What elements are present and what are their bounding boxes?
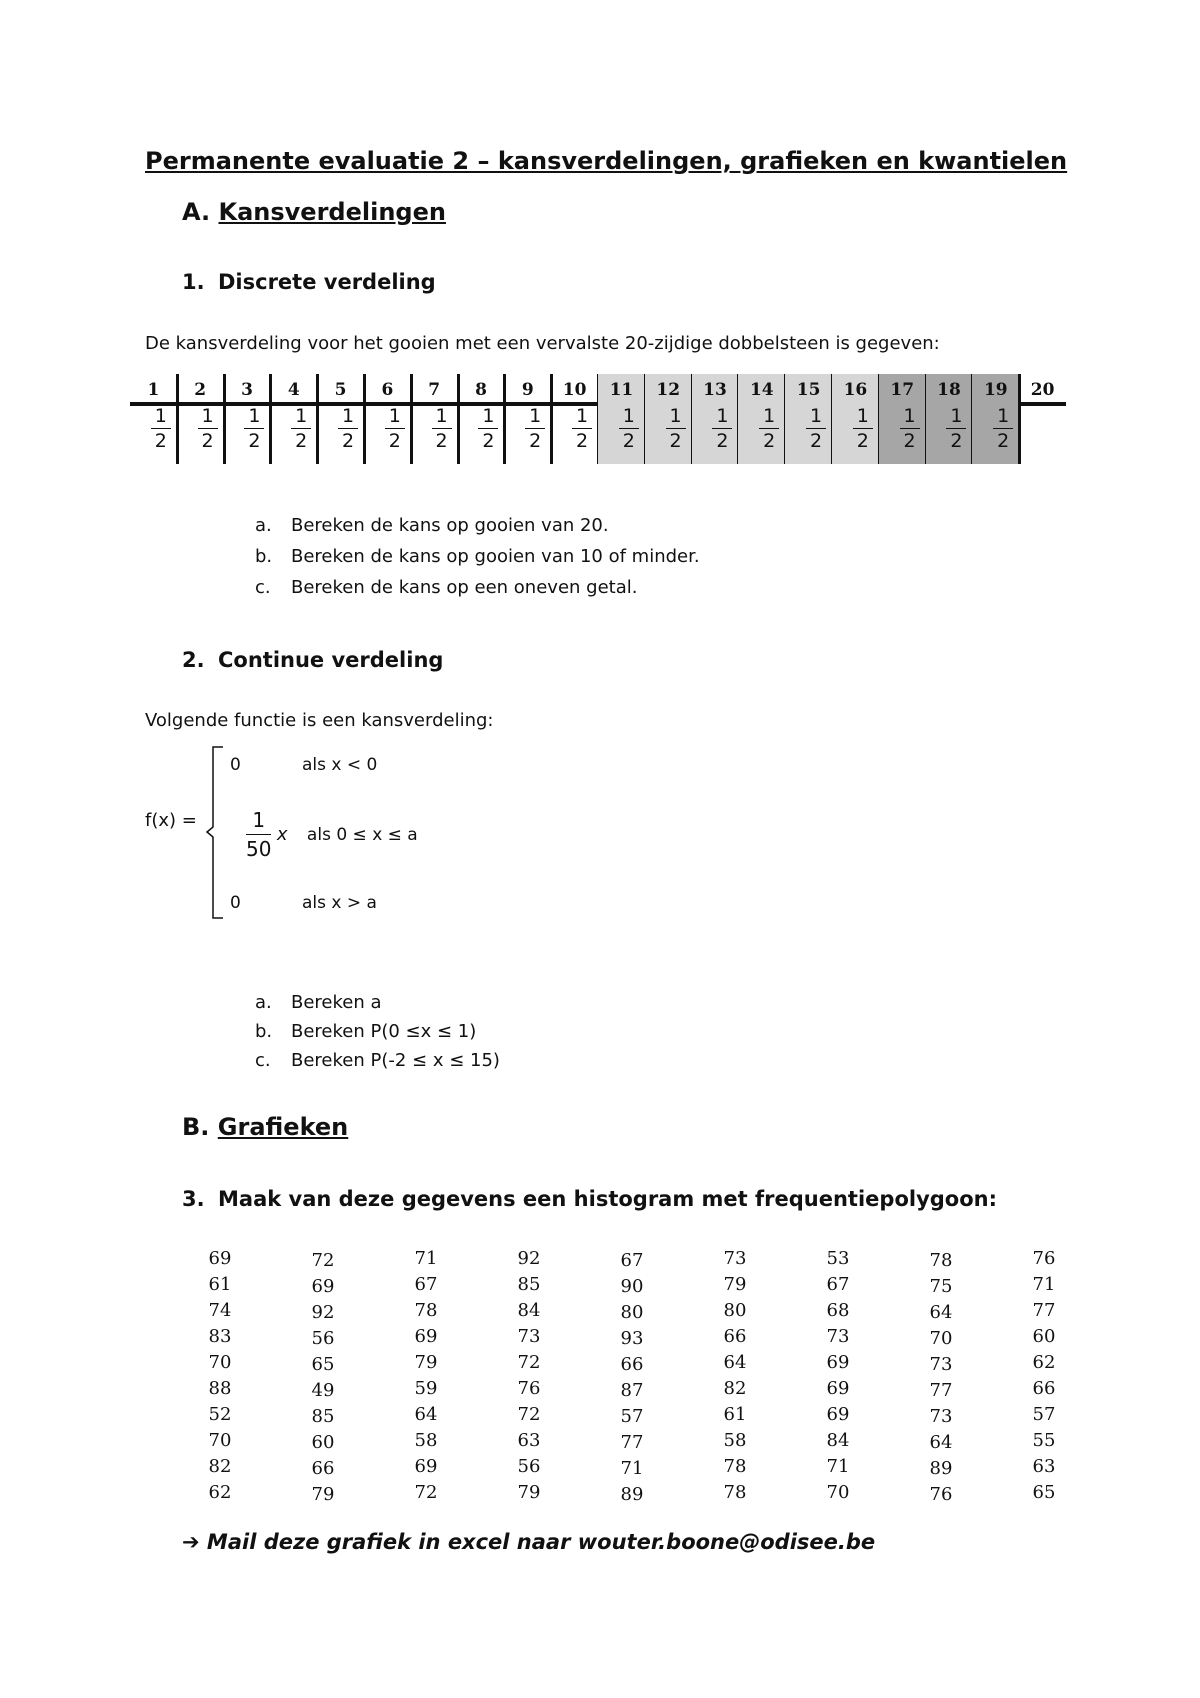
q2-question-c [255, 1050, 500, 1071]
case-1 [230, 755, 378, 775]
data-value: 78 [414, 1300, 438, 1321]
question-letter: c. [255, 1050, 271, 1071]
data-value: 72 [517, 1352, 541, 1373]
data-value: 71 [826, 1456, 850, 1477]
outcome-cell [598, 374, 645, 464]
q1-question-a [255, 515, 609, 536]
mail-instruction [182, 1530, 875, 1554]
data-value: 71 [620, 1458, 644, 1479]
function-label: f(x) = [145, 810, 197, 831]
data-value: 69 [414, 1326, 438, 1347]
outcome-cell [926, 374, 973, 464]
case-1-condition: als x < 0 [302, 755, 378, 775]
data-value: 72 [517, 1404, 541, 1425]
outcome-label: 14 [749, 380, 774, 400]
outcome-cell [692, 374, 739, 464]
probability-numerator: 1 [154, 405, 167, 427]
q2-question-a [255, 992, 382, 1013]
probability-fraction [853, 404, 873, 453]
data-value: 75 [929, 1276, 953, 1297]
probability-fraction [198, 404, 218, 453]
data-value: 69 [826, 1404, 850, 1425]
data-value: 59 [414, 1378, 438, 1399]
fraction-numerator: 1 [252, 808, 266, 832]
probability-numerator: 1 [716, 405, 729, 427]
outcome-cell [879, 374, 926, 464]
data-value: 49 [311, 1380, 335, 1401]
data-value: 68 [826, 1300, 850, 1321]
outcome-cell [411, 374, 458, 464]
outcome-label: 9 [521, 380, 534, 400]
data-value: 52 [208, 1404, 232, 1425]
case-1-value: 0 [230, 755, 241, 775]
data-value: 69 [208, 1248, 232, 1269]
data-value: 67 [620, 1250, 644, 1271]
data-value: 69 [826, 1378, 850, 1399]
data-value: 57 [620, 1406, 644, 1427]
data-value: 77 [929, 1380, 953, 1401]
question-text: Bereken de kans op gooien van 10 of minder. [291, 546, 700, 567]
outcome-cell [785, 374, 832, 464]
data-value: 72 [311, 1250, 335, 1271]
data-value: 76 [517, 1378, 541, 1399]
data-value: 66 [1032, 1378, 1056, 1399]
probability-numerator: 1 [201, 405, 214, 427]
case-2-variable: x [276, 824, 288, 845]
q2-heading [182, 648, 443, 672]
data-value: 62 [1032, 1352, 1056, 1373]
probability-fraction [759, 404, 779, 453]
data-value: 74 [208, 1300, 232, 1321]
q1-heading [182, 270, 436, 294]
probability-numerator: 1 [341, 405, 355, 427]
data-value: 84 [826, 1430, 850, 1451]
data-value: 73 [929, 1354, 953, 1375]
data-value: 67 [414, 1274, 438, 1295]
data-value: 90 [620, 1276, 644, 1297]
question-letter: b. [255, 546, 273, 567]
data-value: 85 [517, 1274, 541, 1295]
data-value: 66 [723, 1326, 747, 1347]
case-3-value: 0 [230, 893, 241, 913]
probability-denominator: 2 [712, 428, 732, 453]
data-value: 70 [208, 1430, 232, 1451]
outcome-label: 1 [147, 380, 160, 400]
data-value: 58 [414, 1430, 438, 1451]
probability-fraction [619, 404, 639, 453]
outcome-cell [364, 374, 411, 464]
data-value: 73 [517, 1326, 541, 1347]
probability-fraction [291, 404, 311, 453]
probability-fraction [900, 404, 920, 453]
probability-numerator: 1 [482, 405, 495, 427]
outcome-label: 12 [656, 380, 681, 400]
q1-heading-text: Discrete verdeling [218, 270, 436, 294]
probability-fraction [478, 404, 498, 453]
data-value: 71 [1032, 1274, 1056, 1295]
section-b-label: Grafieken [217, 1113, 349, 1141]
q1-intro: De kansverdeling voor het gooien met een vervalste 20-zijdige dobbelsteen is gegeven: [145, 333, 940, 354]
probability-denominator: 2 [572, 428, 592, 453]
data-value: 56 [517, 1456, 541, 1477]
question-letter: b. [255, 1021, 273, 1042]
probability-denominator: 2 [946, 428, 966, 453]
data-value: 66 [620, 1354, 644, 1375]
data-value: 73 [826, 1326, 850, 1347]
data-value: 88 [208, 1378, 232, 1399]
data-value: 78 [723, 1482, 747, 1503]
data-value: 80 [723, 1300, 747, 1321]
outcome-cell [177, 374, 224, 464]
outcome-label: 16 [843, 380, 868, 400]
data-value: 56 [311, 1328, 335, 1349]
outcome-label: 2 [194, 380, 207, 400]
probability-fraction [806, 404, 826, 453]
case-2 [246, 806, 418, 863]
data-value: 71 [414, 1248, 438, 1269]
data-row [190, 1326, 1090, 1352]
data-value: 78 [723, 1456, 747, 1477]
discrete-distribution-table [130, 374, 1066, 464]
page-title: Permanente evaluatie 2 – kansverdelingen, grafieken en kwantielen [145, 147, 1068, 175]
question-text: Bereken P(-2 ≤ x ≤ 15) [291, 1050, 500, 1071]
outcome-label: 11 [609, 380, 634, 400]
probability-numerator: 1 [809, 405, 823, 427]
q3-heading [182, 1187, 997, 1211]
data-value: 73 [929, 1406, 953, 1427]
probability-fraction [993, 404, 1013, 453]
data-row [190, 1352, 1090, 1378]
question-text: Bereken P(0 ≤x ≤ 1) [291, 1021, 477, 1042]
question-text: Bereken de kans op gooien van 20. [291, 515, 609, 536]
data-value: 64 [929, 1302, 953, 1323]
data-value: 70 [826, 1482, 850, 1503]
outcome-cell [130, 374, 177, 464]
data-row [190, 1456, 1090, 1482]
q3-heading-text: Maak van deze gegevens een histogram met frequentiepolygoon: [218, 1187, 997, 1211]
outcome-label: 15 [796, 380, 821, 400]
data-value: 76 [1032, 1248, 1056, 1269]
section-a-letter: A. [182, 198, 211, 226]
data-value: 92 [311, 1302, 335, 1323]
data-value: 61 [723, 1404, 747, 1425]
data-value: 60 [1032, 1326, 1056, 1347]
probability-denominator: 2 [900, 428, 920, 453]
outcome-cell [551, 374, 598, 464]
data-value: 77 [620, 1432, 644, 1453]
data-value: 60 [311, 1432, 335, 1453]
data-value: 55 [1032, 1430, 1056, 1451]
q2-number: 2. [182, 648, 205, 672]
probability-fraction [338, 404, 358, 453]
data-value: 62 [208, 1482, 232, 1503]
probability-denominator: 2 [291, 428, 311, 453]
data-value: 82 [723, 1378, 747, 1399]
outcome-cell [645, 374, 692, 464]
probability-denominator: 2 [806, 428, 826, 453]
data-value: 70 [208, 1352, 232, 1373]
probability-denominator: 2 [525, 428, 545, 453]
data-value: 82 [208, 1456, 232, 1477]
outcome-cell [458, 374, 505, 464]
data-value: 79 [517, 1482, 541, 1503]
question-letter: a. [255, 992, 272, 1013]
probability-fraction [712, 404, 732, 453]
probability-numerator: 1 [248, 405, 261, 427]
section-b-letter: B. [182, 1113, 210, 1141]
outcome-label: 4 [287, 380, 300, 400]
case-3 [230, 893, 377, 913]
probability-denominator: 2 [619, 428, 639, 453]
probability-numerator: 1 [950, 405, 963, 427]
arrow-icon: ➔ [182, 1530, 200, 1554]
probability-denominator: 2 [478, 428, 498, 453]
data-value: 73 [723, 1248, 747, 1269]
fraction-1-50 [246, 806, 271, 863]
data-value: 89 [620, 1484, 644, 1505]
data-value: 93 [620, 1328, 644, 1349]
outcome-cell [1019, 374, 1066, 464]
data-value: 57 [1032, 1404, 1056, 1425]
data-value: 65 [1032, 1482, 1056, 1503]
probability-numerator: 1 [388, 405, 401, 427]
q1-number: 1. [182, 270, 205, 294]
data-value: 58 [723, 1430, 747, 1451]
probability-denominator: 2 [198, 428, 218, 453]
data-value: 84 [517, 1300, 541, 1321]
probability-denominator: 2 [666, 428, 686, 453]
data-value: 69 [826, 1352, 850, 1373]
outcome-cell [738, 374, 785, 464]
outcome-cell [972, 374, 1019, 464]
data-value: 87 [620, 1380, 644, 1401]
data-value: 69 [311, 1276, 335, 1297]
probability-fraction [151, 404, 171, 453]
data-value: 66 [311, 1458, 335, 1479]
data-value: 53 [826, 1248, 850, 1269]
outcome-label: 6 [381, 380, 394, 400]
data-value: 76 [929, 1484, 953, 1505]
probability-fraction [432, 404, 452, 453]
outcome-cell [504, 374, 551, 464]
data-value: 69 [414, 1456, 438, 1477]
data-value: 61 [208, 1274, 232, 1295]
probability-fraction [666, 404, 686, 453]
data-value: 64 [929, 1432, 953, 1453]
probability-denominator: 2 [244, 428, 264, 453]
outcome-label: 8 [475, 380, 487, 400]
probability-fraction [946, 404, 966, 453]
question-letter: a. [255, 515, 272, 536]
question-letter: c. [255, 577, 271, 598]
data-row [190, 1378, 1090, 1404]
outcome-label: 17 [890, 380, 915, 400]
data-value: 79 [723, 1274, 747, 1295]
data-value: 83 [208, 1326, 232, 1347]
outcome-label: 7 [428, 380, 441, 400]
probability-numerator: 1 [903, 405, 916, 427]
probability-denominator: 2 [759, 428, 779, 453]
data-value: 85 [311, 1406, 335, 1427]
q2-question-b [255, 1021, 476, 1042]
section-b-heading [182, 1113, 348, 1141]
probability-numerator: 1 [295, 405, 308, 427]
probability-numerator: 1 [622, 405, 635, 427]
outcome-label: 3 [241, 380, 253, 400]
mail-text: Mail deze grafiek in excel naar wouter.boone@odisee.be [206, 1530, 876, 1554]
data-row [190, 1248, 1090, 1274]
piecewise-brace [203, 745, 227, 920]
data-value: 63 [1032, 1456, 1056, 1477]
case-3-condition: als x > a [302, 893, 377, 913]
data-value: 79 [311, 1484, 335, 1505]
outcome-cell [317, 374, 364, 464]
probability-denominator: 2 [993, 428, 1013, 453]
data-value: 79 [414, 1352, 438, 1373]
probability-numerator: 1 [575, 405, 589, 427]
probability-numerator: 1 [669, 405, 682, 427]
data-row [190, 1274, 1090, 1300]
outcome-label: 13 [703, 380, 727, 400]
data-value: 64 [414, 1404, 438, 1425]
outcome-cell [224, 374, 271, 464]
q2-heading-text: Continue verdeling [218, 648, 444, 672]
probability-numerator: 1 [763, 405, 776, 427]
fraction-denominator: 50 [246, 834, 271, 863]
data-value: 67 [826, 1274, 850, 1295]
probability-denominator: 2 [385, 428, 405, 453]
q1-question-c [255, 577, 637, 598]
outcome-label: 19 [983, 380, 1008, 400]
outcome-label: 10 [562, 380, 587, 400]
data-values-grid [190, 1248, 1090, 1508]
case-2-condition: als 0 ≤ x ≤ a [306, 824, 418, 845]
section-a-label: Kansverdelingen [218, 198, 446, 226]
outcome-cell [270, 374, 317, 464]
probability-denominator: 2 [338, 428, 358, 453]
section-a-heading [182, 198, 446, 226]
outcome-label: 5 [334, 380, 347, 400]
q3-number: 3. [182, 1187, 205, 1211]
probability-numerator: 1 [435, 405, 448, 427]
probability-denominator: 2 [151, 428, 171, 453]
data-value: 64 [723, 1352, 747, 1373]
probability-numerator: 1 [856, 405, 869, 427]
data-value: 89 [929, 1458, 953, 1479]
data-value: 80 [620, 1302, 644, 1323]
data-row [190, 1404, 1090, 1430]
data-row [190, 1482, 1090, 1508]
probability-denominator: 2 [432, 428, 452, 453]
q1-question-b [255, 546, 700, 567]
question-text: Bereken a [291, 992, 382, 1013]
data-row [190, 1300, 1090, 1326]
q2-intro: Volgende functie is een kansverdeling: [145, 710, 494, 731]
probability-fraction [525, 404, 545, 453]
data-value: 72 [414, 1482, 438, 1503]
probability-numerator: 1 [997, 405, 1010, 427]
data-value: 78 [929, 1250, 953, 1271]
outcome-label: 20 [1030, 380, 1055, 400]
probability-fraction [244, 404, 264, 453]
probability-denominator: 2 [853, 428, 873, 453]
probability-numerator: 1 [529, 405, 542, 427]
probability-fraction [385, 404, 405, 453]
question-text: Bereken de kans op een oneven getal. [291, 577, 638, 598]
probability-fraction [572, 404, 592, 453]
data-value: 65 [311, 1354, 335, 1375]
outcome-label: 18 [937, 380, 961, 400]
data-row [190, 1430, 1090, 1456]
outcome-cell [832, 374, 879, 464]
data-value: 77 [1032, 1300, 1056, 1321]
data-value: 70 [929, 1328, 953, 1349]
data-value: 63 [517, 1430, 541, 1451]
data-value: 92 [517, 1248, 541, 1269]
